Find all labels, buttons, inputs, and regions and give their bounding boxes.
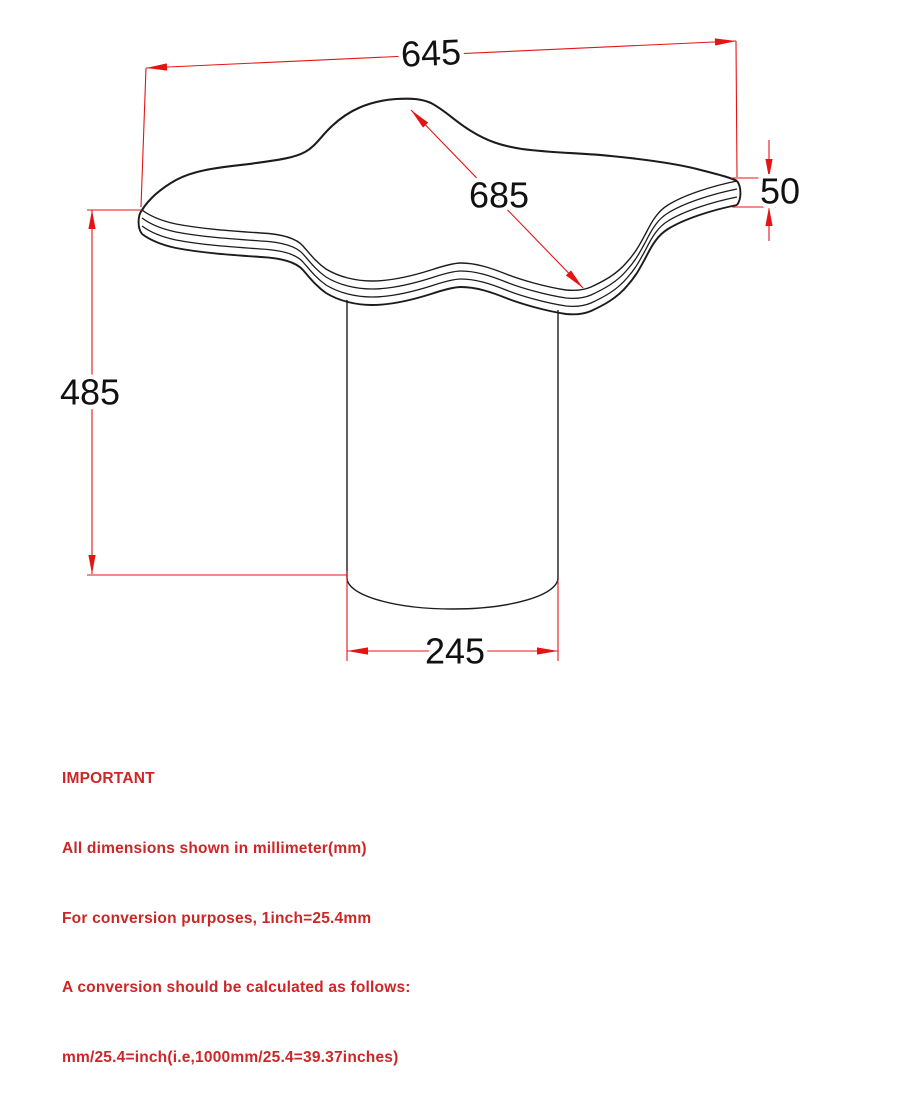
dim-685-arrow-bottom [566,270,583,288]
tabletop-right-tip-cap [737,181,740,205]
notes-heading: IMPORTANT [62,770,155,788]
tabletop-bottom-edge [142,181,737,290]
notes-line-4: mm/25.4=inch(i.e,1000mm/25.4=39.37inches) [62,1048,399,1066]
notes-line-2: For conversion purposes, 1inch=25.4mm [62,909,372,927]
dim-245-value: 245 [424,630,486,672]
notes-line-3: A conversion should be calculated as follows: [62,979,411,997]
notes-line-1: All dimensions shown in millimeter(mm) [62,840,367,858]
dim-645-value: 645 [400,31,462,75]
important-notes [62,721,411,1115]
dim-645-arrow-right [715,38,736,45]
pedestal-bottom-arc [347,578,558,609]
dim-485-arrow-up [88,210,95,229]
dim-485-value: 485 [59,371,121,413]
dim-645-ext-right [736,41,737,177]
table-top [139,99,741,315]
tabletop-left-tip-cap [139,210,142,234]
dim-645-arrow-left [146,63,167,70]
dim-50-value: 50 [759,170,801,212]
dim-245-arrow-right [537,647,558,654]
dim-685-arrow-top [411,110,428,128]
dim-245-arrow-left [347,647,368,654]
dim-685-value: 685 [468,174,530,216]
dimension-485 [87,210,347,575]
tabletop-top-edge [142,99,737,210]
pedestal-base [347,300,558,609]
dim-485-arrow-down [88,555,95,574]
tabletop-thickness-line-1 [142,189,737,298]
dim-645-ext-left [141,68,146,207]
tabletop-lower-silhouette [142,205,737,314]
